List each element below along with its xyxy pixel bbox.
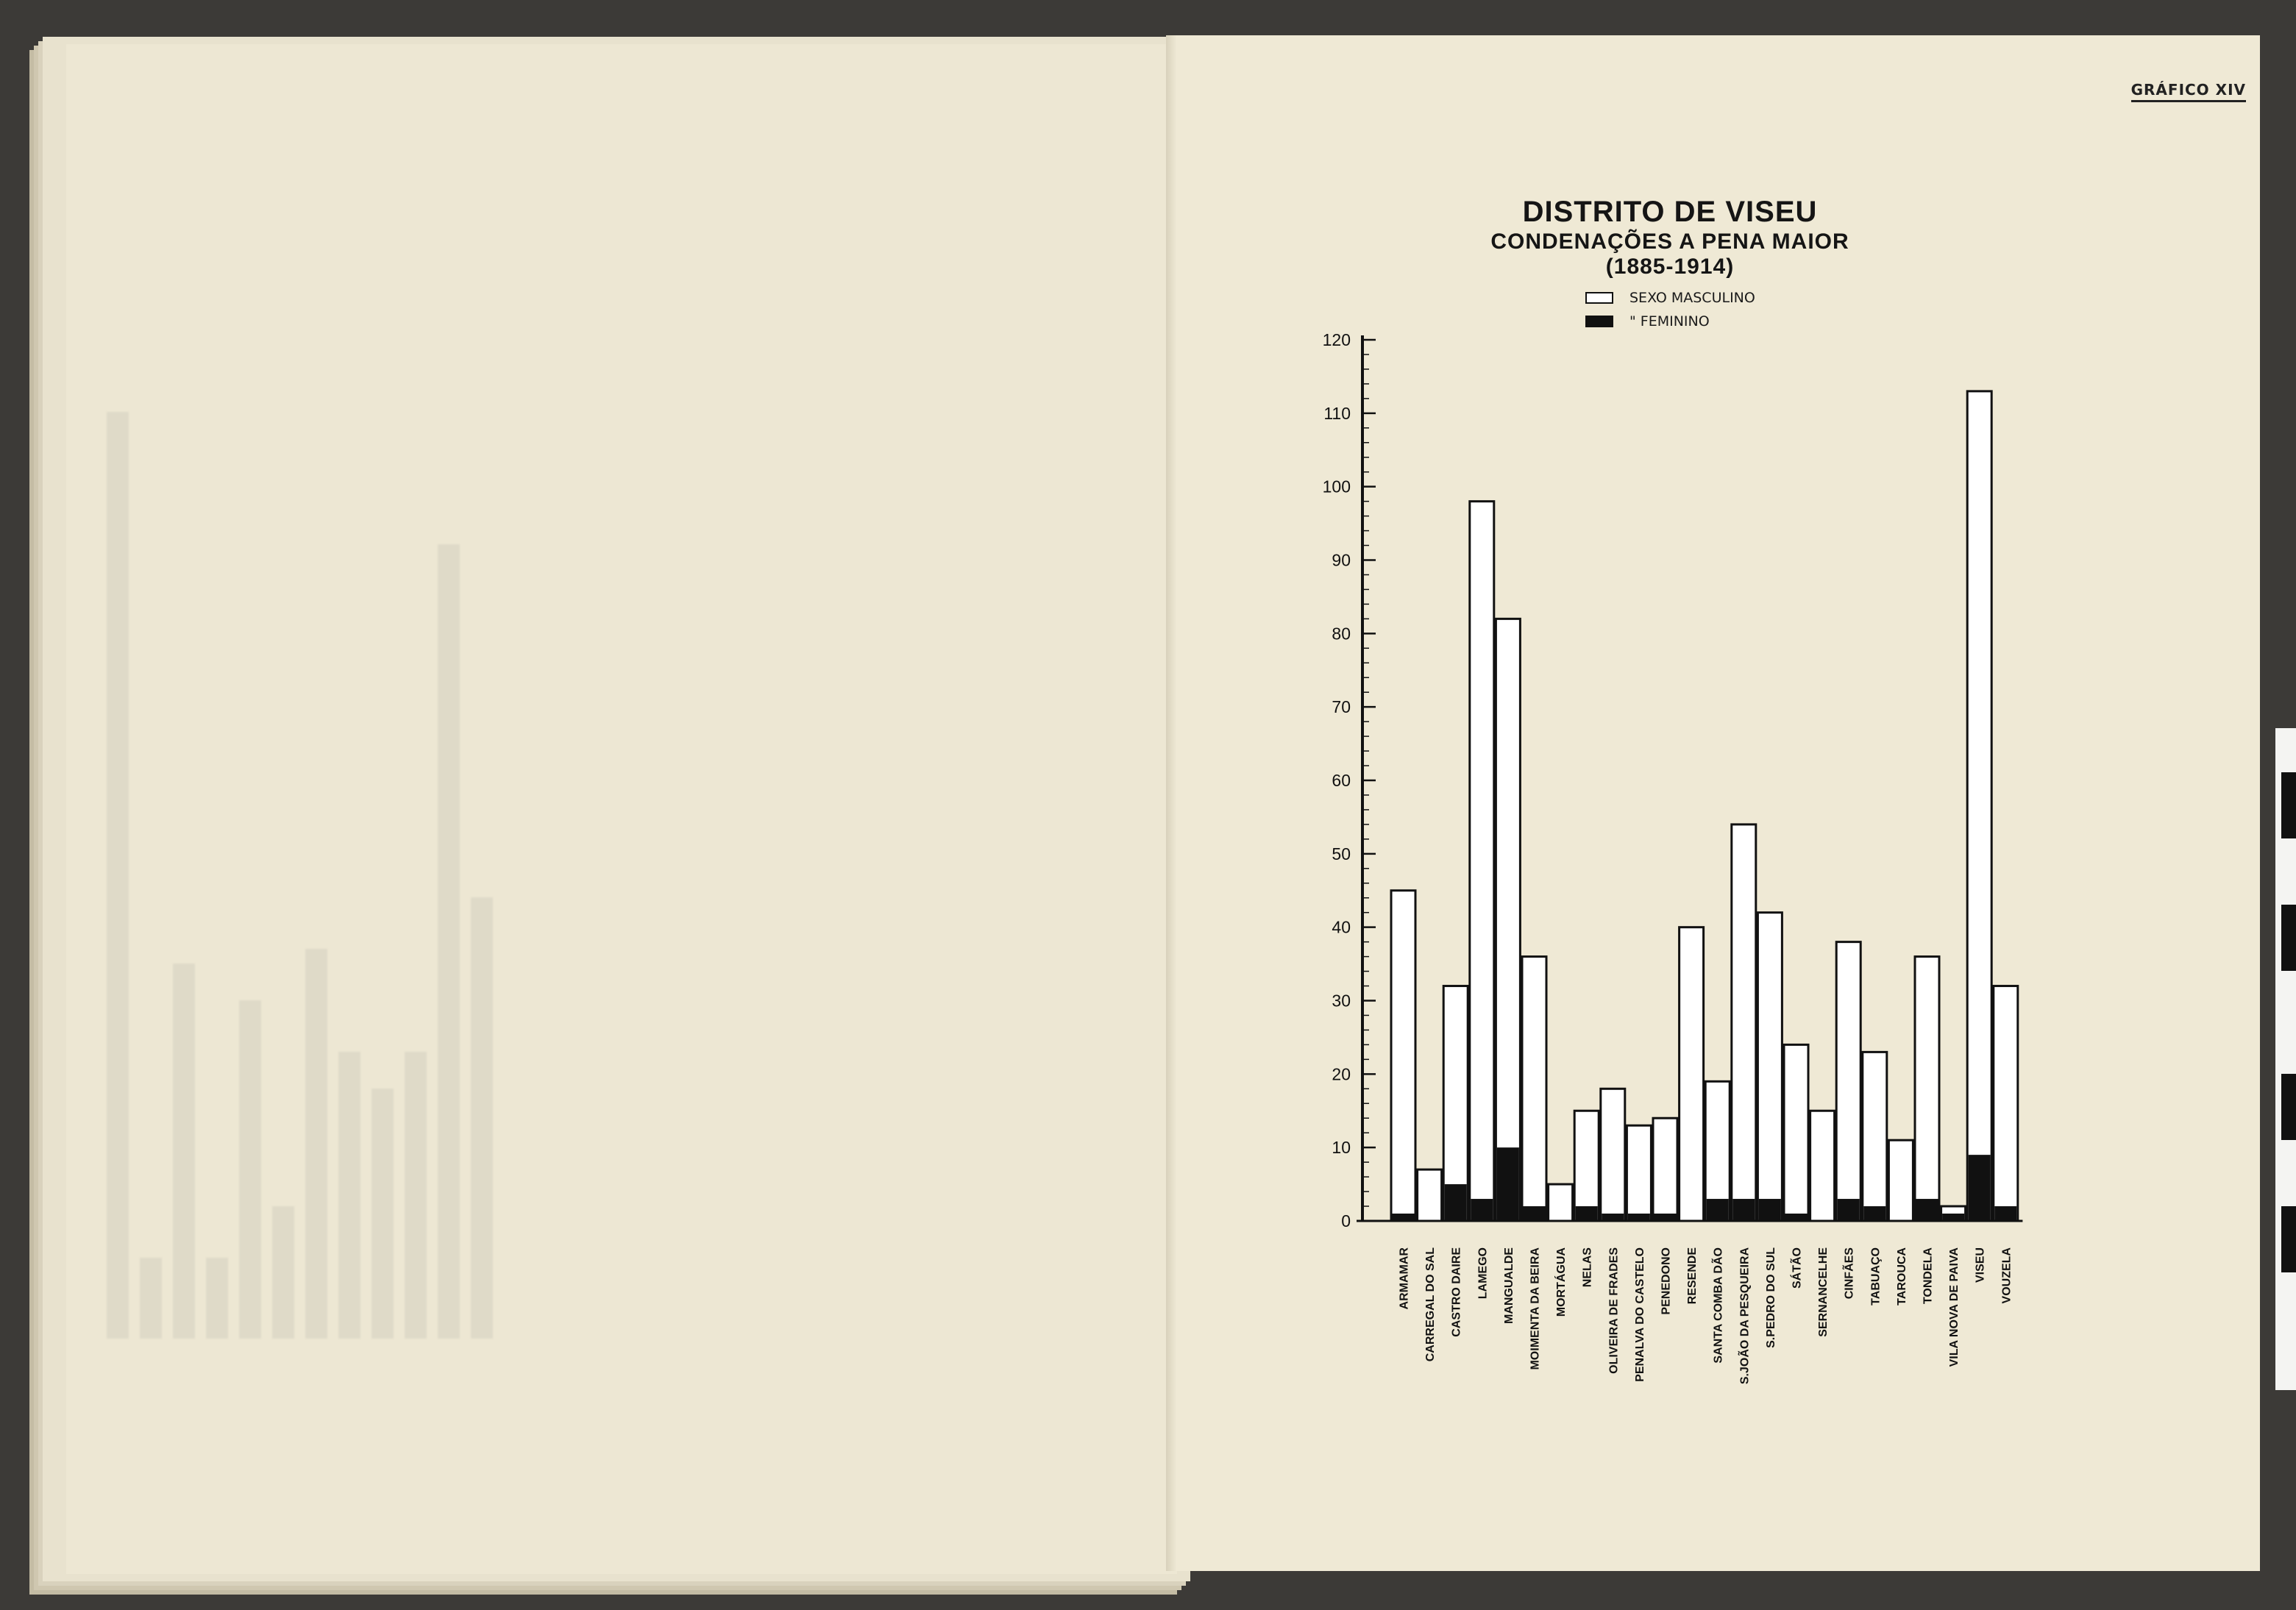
bar-masculino: [1810, 1111, 1835, 1221]
bar-masculino: [1627, 1125, 1651, 1221]
bar-masculino: [1680, 927, 1704, 1221]
bar-feminino: [1576, 1206, 1598, 1221]
category-label: SANTA COMBA DÃO: [1712, 1247, 1725, 1364]
bar-feminino: [1628, 1214, 1650, 1221]
category-label: CINFÃES: [1843, 1247, 1856, 1300]
y-tick-label: 80: [1332, 624, 1351, 644]
plate-label: GRÁFICO XIV: [2131, 81, 2246, 102]
bar-feminino: [1785, 1214, 1808, 1221]
chart-title: DISTRITO DE VISEU: [1522, 196, 1818, 228]
bar-feminino: [1838, 1199, 1860, 1221]
bar-masculino: [1470, 502, 1494, 1221]
bar-masculino: [1994, 986, 2018, 1221]
y-tick-label: 100: [1322, 477, 1351, 496]
category-label: VISEU: [1974, 1247, 1987, 1283]
category-label: CASTRO DAIRE: [1450, 1247, 1463, 1337]
y-tick-label: 30: [1332, 991, 1351, 1011]
legend-label-masculino: SEXO MASCULINO: [1629, 290, 1755, 306]
bar-masculino: [1836, 942, 1860, 1221]
bar-feminino: [1969, 1155, 1991, 1221]
category-label: TONDELA: [1922, 1247, 1935, 1305]
category-label: PENEDONO: [1660, 1247, 1673, 1315]
category-label: LAMEGO: [1476, 1247, 1490, 1300]
bar-masculino: [1915, 957, 1939, 1221]
bar-feminino: [1445, 1184, 1467, 1221]
bar-feminino: [1602, 1214, 1624, 1221]
category-label: S.JOÃO DA PESQUEIRA: [1738, 1247, 1752, 1385]
bar-feminino: [1916, 1199, 1938, 1221]
bar-masculino: [1863, 1052, 1887, 1221]
category-label: ARMAMAR: [1398, 1247, 1411, 1310]
bar-feminino: [1497, 1147, 1519, 1221]
bar-feminino: [1655, 1214, 1677, 1221]
bar-masculino: [1601, 1089, 1625, 1221]
scale-ruler: [2275, 728, 2296, 1390]
y-tick-label: 10: [1332, 1138, 1351, 1158]
bar-masculino: [1967, 391, 1991, 1221]
bar-feminino: [1393, 1214, 1415, 1221]
category-label: MANGUALDE: [1502, 1247, 1515, 1324]
bar-feminino: [1759, 1199, 1781, 1221]
y-tick-label: 40: [1332, 917, 1351, 937]
category-label: MORTÁGUA: [1555, 1247, 1568, 1317]
bar-masculino: [1888, 1140, 1913, 1221]
bar-feminino: [1471, 1199, 1493, 1221]
y-tick-label: 120: [1322, 330, 1351, 349]
bar-masculino: [1732, 824, 1756, 1221]
category-label: NELAS: [1581, 1247, 1594, 1288]
bar-masculino: [1784, 1044, 1808, 1221]
category-label: TAROUCA: [1895, 1247, 1908, 1306]
bar-masculino: [1391, 891, 1415, 1221]
category-label: RESENDE: [1686, 1247, 1699, 1305]
category-label: SERNANCELHE: [1817, 1247, 1830, 1337]
category-label: TABUAÇO: [1869, 1247, 1883, 1306]
y-tick-label: 90: [1332, 550, 1351, 570]
y-tick-label: 110: [1323, 403, 1351, 423]
category-label: CARREGAL DO SAL: [1424, 1247, 1437, 1362]
bar-masculino: [1574, 1111, 1599, 1221]
y-tick-label: 20: [1332, 1064, 1351, 1084]
category-label: SÁTÃO: [1791, 1247, 1804, 1289]
bar-masculino: [1496, 619, 1520, 1221]
category-label: S.PEDRO DO SUL: [1764, 1247, 1777, 1348]
chart-subtitle: CONDENAÇÕES A PENA MAIOR (1885-1914): [1490, 229, 1849, 279]
bar-masculino: [1549, 1184, 1573, 1221]
category-label: PENALVA DO CASTELO: [1633, 1247, 1646, 1382]
category-label: MOIMENTA DA BEIRA: [1529, 1247, 1542, 1370]
bar-masculino: [1522, 957, 1546, 1221]
bar-feminino: [1524, 1206, 1546, 1221]
legend-label-feminino: " FEMININO: [1629, 313, 1710, 330]
bar-feminino: [1863, 1206, 1886, 1221]
y-tick-label: 60: [1332, 771, 1351, 790]
category-label: OLIVEIRA DE FRADES: [1607, 1247, 1621, 1374]
y-tick-label: 0: [1341, 1211, 1351, 1230]
category-label: VILA NOVA DE PAIVA: [1948, 1247, 1961, 1367]
bar-feminino: [1732, 1199, 1755, 1221]
bar-masculino: [1653, 1118, 1677, 1221]
bar-feminino: [1994, 1206, 2016, 1221]
bar-masculino: [1418, 1169, 1442, 1221]
bar-feminino: [1707, 1199, 1729, 1221]
bar-masculino: [1757, 913, 1782, 1221]
bar-feminino: [1942, 1214, 1964, 1221]
y-tick-label: 50: [1332, 844, 1351, 863]
y-tick-label: 70: [1332, 697, 1351, 717]
category-label: VOUZELA: [2000, 1247, 2014, 1304]
